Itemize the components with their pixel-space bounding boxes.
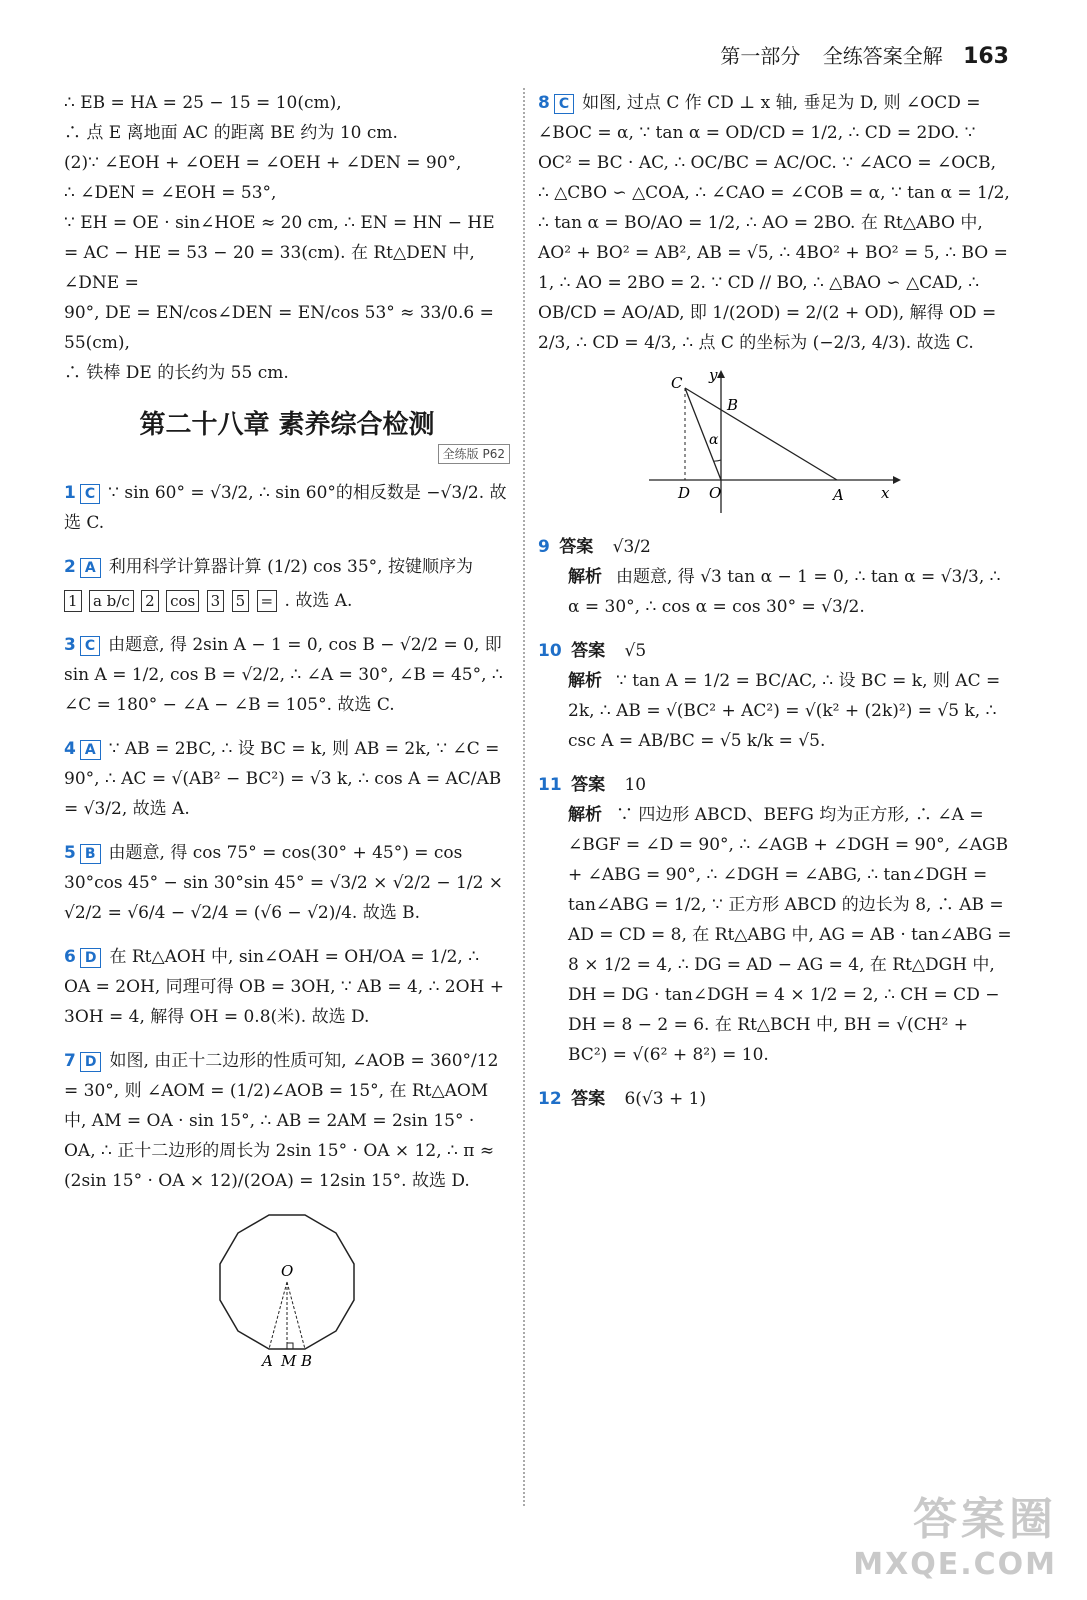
x-axis-arrow bbox=[893, 476, 901, 484]
question-number: 12 bbox=[538, 1089, 562, 1109]
answer-label: 答案 bbox=[559, 537, 594, 557]
question-text: 利用科学计算器计算 (1/2) cos 35°, 按键顺序为 bbox=[108, 557, 473, 577]
question-text: ∵ sin 60° = √3/2, ∴ sin 60°的相反数是 −√3/2. 故选 C. bbox=[64, 483, 507, 533]
calc-key: 1 bbox=[64, 590, 82, 612]
label-o: O bbox=[281, 1262, 294, 1280]
question-text: 如图, 由正十二边形的性质可知, ∠AOB = 360°/12 = 30°, 则 ∠AOM = (1/2)∠AOB = 15°, 在 Rt△AOM 中, AM = OA · sin 15°, ∴ AB = 2AM = 2sin 15° · OA, ∴ 正十二边形的周长为 2sin 15° · OA × 12, ∴ π ≈ (2sin 15° · OA × 12)/(2OA) = 12sin 15°. 故选 D. bbox=[64, 1051, 499, 1191]
analysis-label: 解析 bbox=[568, 805, 602, 825]
answer-badge: D bbox=[80, 948, 102, 968]
header-part: 第一部分 bbox=[720, 44, 801, 68]
question-10 bbox=[538, 636, 1012, 756]
segment-ca bbox=[685, 388, 837, 480]
segment-oa bbox=[269, 1282, 287, 1349]
text-line: (2)∵ ∠EOH + ∠OEH = ∠OEH + ∠DEN = 90°, bbox=[64, 153, 462, 173]
question-4 bbox=[64, 734, 510, 824]
label-o: O bbox=[709, 484, 722, 502]
answer-label: 答案 bbox=[571, 641, 606, 661]
question-2 bbox=[64, 552, 510, 616]
question-number: 5 bbox=[64, 843, 76, 863]
text-line: ∴ 铁棒 DE 的长约为 55 cm. bbox=[64, 363, 289, 383]
question-text: ∵ AB = 2BC, ∴ 设 BC = k, 则 AB = 2k, ∵ ∠C = 90°, ∴ AC = √(AB² − BC²) = √3 k, ∴ cos A = AC/AB = √3/2, 故选 A. bbox=[64, 739, 502, 819]
dodecagon-figure bbox=[207, 1206, 367, 1371]
question-number: 10 bbox=[538, 641, 562, 661]
question-number: 11 bbox=[538, 775, 562, 795]
calc-key: = bbox=[257, 590, 278, 612]
question-number: 2 bbox=[64, 557, 76, 577]
question-1 bbox=[64, 478, 510, 538]
watermark-url: MXQE.COM bbox=[853, 1547, 1057, 1582]
text-line: ∴ 点 E 离地面 AC 的距离 BE 约为 10 cm. bbox=[64, 123, 398, 143]
y-axis-arrow bbox=[717, 370, 725, 378]
label-a: A bbox=[833, 486, 844, 504]
question-8 bbox=[538, 88, 1012, 358]
question-text: 由题意, 得 cos 75° = cos(30° + 45°) = cos 30°cos 45° − sin 30°sin 45° = √3/2 × √2/2 − 1/2 × √2/2 = √6/4 − √2/4 = (√6 − √2)/4. 故选 B. bbox=[64, 843, 504, 923]
answer-badge: C bbox=[554, 94, 574, 114]
label-d: D bbox=[678, 484, 691, 502]
watermark bbox=[853, 1483, 1057, 1582]
answer-badge: C bbox=[80, 636, 100, 656]
header-title: 全练答案全解 bbox=[822, 44, 943, 68]
question-number: 4 bbox=[64, 739, 76, 759]
question-text: 由题意, 得 2sin A − 1 = 0, cos B − √2/2 = 0, 即 sin A = 1/2, cos B = √2/2, ∴ ∠A = 30°, ∠B = 45°, ∴ ∠C = 180° − ∠A − ∠B = 105°. 故选 C. bbox=[64, 635, 503, 715]
question-number: 1 bbox=[64, 483, 76, 503]
analysis-label: 解析 bbox=[568, 671, 602, 691]
text-line: ∴ EB = HA = 25 − 15 = 10(cm), bbox=[64, 93, 342, 113]
label-b: B bbox=[301, 1352, 313, 1370]
label-c: C bbox=[671, 374, 683, 392]
coordinate-figure bbox=[645, 368, 905, 518]
answer-label: 答案 bbox=[571, 775, 606, 795]
answer-badge: C bbox=[80, 484, 100, 504]
answer-badge: D bbox=[80, 1052, 102, 1072]
question-11 bbox=[538, 770, 1012, 1070]
question-9 bbox=[538, 532, 1012, 622]
question-number: 7 bbox=[64, 1051, 76, 1071]
analysis-text: ∵ tan A = 1/2 = BC/AC, ∴ 设 BC = k, 则 AC = 2k, ∴ AB = √(BC² + AC²) = √(k² + (2k)²) = √5 k, ∴ csc A = AB/BC = √5 k/k = √5. bbox=[568, 671, 1001, 751]
answer-badge: A bbox=[80, 558, 101, 578]
text-line: ∵ EH = OE · sin∠HOE ≈ 20 cm, ∴ EN = HN − HE = AC − HE = 53 − 20 = 33(cm). 在 Rt△DEN 中, ∠DNE = bbox=[64, 213, 495, 293]
page-number: 163 bbox=[963, 44, 1009, 69]
text-line: ∴ ∠DEN = ∠EOH = 53°, bbox=[64, 183, 277, 203]
right-column bbox=[538, 88, 1012, 1114]
question-number: 6 bbox=[64, 947, 76, 967]
answer-value: √3/2 bbox=[612, 537, 651, 557]
label-y: y bbox=[709, 368, 718, 384]
alpha-arc bbox=[713, 460, 721, 461]
question-number: 3 bbox=[64, 635, 76, 655]
calc-key: a b/c bbox=[89, 590, 134, 612]
calc-key: 3 bbox=[207, 590, 225, 612]
right-angle-mark bbox=[287, 1343, 293, 1349]
calc-key: cos bbox=[166, 590, 199, 612]
page-header bbox=[720, 40, 1009, 69]
label-b: B bbox=[727, 396, 739, 414]
label-a: A bbox=[262, 1352, 273, 1370]
question-text: 在 Rt△AOH 中, sin∠OAH = OH/OA = 1/2, ∴ OA = 2OH, 同理可得 OB = 3OH, ∵ AB = 4, ∴ 2OH + 3OH = 4, 解得 OH = 0.8(米). 故选 D. bbox=[64, 947, 505, 1027]
watermark-logo-text: 答案圈 bbox=[913, 1494, 1057, 1545]
key-sequence-suffix: . 故选 A. bbox=[284, 591, 353, 611]
key-sequence bbox=[64, 586, 510, 616]
answer-badge: B bbox=[80, 844, 101, 864]
label-alpha: α bbox=[709, 432, 719, 448]
answer-value: 6(√3 + 1) bbox=[624, 1089, 707, 1109]
question-5 bbox=[64, 838, 510, 928]
question-7 bbox=[64, 1046, 510, 1196]
question-3 bbox=[64, 630, 510, 720]
label-x: x bbox=[881, 484, 890, 502]
answer-badge: A bbox=[80, 740, 101, 760]
text-line: 90°, DE = EN/cos∠DEN = EN/cos 53° ≈ 33/0.6 = 55(cm), bbox=[64, 303, 494, 353]
question-6 bbox=[64, 942, 510, 1032]
answer-value: 10 bbox=[624, 775, 647, 795]
segment-ob bbox=[287, 1282, 305, 1349]
chapter-ref: 全练版 P62 bbox=[438, 444, 510, 464]
label-m: M bbox=[281, 1352, 297, 1370]
question-number: 9 bbox=[538, 537, 550, 557]
question-12 bbox=[538, 1084, 1012, 1114]
calc-key: 2 bbox=[141, 590, 159, 612]
analysis-text: 由题意, 得 √3 tan α − 1 = 0, ∴ tan α = √3/3, ∴ α = 30°, ∴ cos α = cos 30° = √3/2. bbox=[568, 567, 1001, 617]
calc-key: 5 bbox=[232, 590, 250, 612]
analysis-text: ∵ 四边形 ABCD、BEFG 均为正方形, ∴ ∠A = ∠BGF = ∠D = 90°, ∴ ∠AGB + ∠DGH = 90°, ∠AGB + ∠ABG = 90°, ∴ ∠DGH = ∠ABG, ∴ tan∠DGH = tan∠ABG = 1/2, ∵ 正方形 ABCD 的边长为 8, ∴ AB = AD = CD = 8, 在 Rt△ABG 中, AG = AB · tan∠ABG = 8 × 1/2 = 4, ∴ DG = AD − AG = 4, 在 Rt△DGH 中, DH = DG · tan∠DGH = 4 × 1/2 = 2, ∴ CH = CD − DH = 8 − 2 = 6. 在 Rt△BCH 中, BH = √(CH² + BC²) = √(6² + 8²) = 10. bbox=[568, 805, 1012, 1065]
column-divider bbox=[523, 88, 525, 1506]
question-text: 如图, 过点 C 作 CD ⊥ x 轴, 垂足为 D, 则 ∠OCD = ∠BOC = α, ∵ tan α = OD/CD = 1/2, ∴ CD = 2DO. ∵ OC² = BC · AC, ∴ OC/BC = AC/OC. ∵ ∠ACO = ∠OCB, ∴ △CBO ∽ △COA, ∴ ∠CAO = ∠COB = α, ∵ tan α = 1/2, ∴ tan α = BO/AO = 1/2, ∴ AO = 2BO. 在 Rt△ABO 中, AO² + BO² = AB², AB = √5, ∴ 4BO² + BO² = 5, ∴ BO = 1, ∴ AO = 2BO = 2. ∵ CD // BO, ∴ △BAO ∽ △CAD, ∴ OB/CD = AO/AD, 即 1/(2OD) = 2/(2 + OD), 解得 OD = 2/3, ∴ CD = 4/3, ∴ 点 C 的坐标为 (−2/3, 4/3). 故选 C. bbox=[538, 93, 1010, 353]
left-column bbox=[64, 88, 510, 1381]
answer-label: 答案 bbox=[571, 1089, 606, 1109]
analysis-label: 解析 bbox=[568, 567, 602, 587]
question-number: 8 bbox=[538, 93, 550, 113]
chapter-title: 第二十八章 素养综合检测 bbox=[139, 410, 435, 440]
answer-value: √5 bbox=[624, 641, 647, 661]
